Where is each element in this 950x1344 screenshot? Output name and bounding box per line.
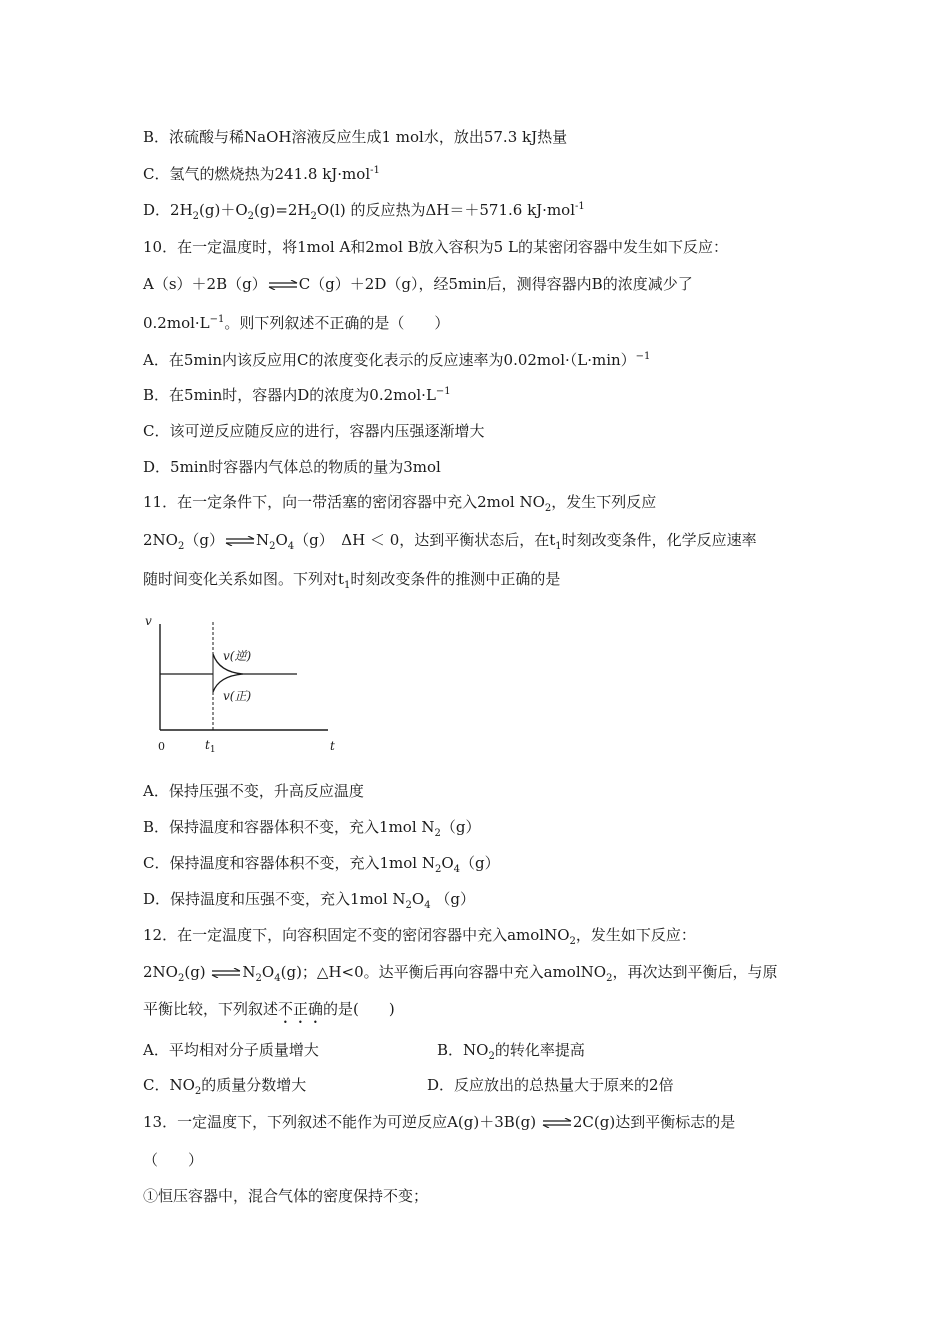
q13-stem-line1: 13．一定温度下，下列叙述不能作为可逆反应A(g)＋3B(g) 2C(g)达到平衡标志的是: [143, 1113, 736, 1131]
q10-stem-line1: 10．在一定温度时，将1mol A和2mol B放入容积为5 L的某密闭容器中发生如下反应：: [143, 238, 728, 256]
q11-option-a: A．保持压强不变，升高反应温度: [143, 782, 364, 800]
y-axis-label: v: [145, 614, 152, 628]
q11-stem-line3: 随时间变化关系如图。下列对$t_1$时刻改变条件的推测中正确的是: [143, 570, 561, 591]
equilibrium-arrow-icon: [225, 536, 255, 546]
q12-option-d: D．反应放出的总热量大于原来的2倍: [427, 1076, 674, 1094]
q11-option-c: C．保持温度和容器体积不变，充入1mol $N_2O_4(g)$: [143, 854, 500, 875]
q12-option-b: B．$NO_2$的转化率提高: [437, 1041, 585, 1062]
origin-label: 0: [158, 740, 165, 753]
q9-option-d: D．$2H_2(g)+O_2(g)=2H_2O(l)$ 的反应热为ΔH＝＋571.6 kJ·mol$^{-1}$: [143, 201, 585, 222]
equilibrium-arrow-icon: [542, 1118, 572, 1128]
q11-stem-line2: $2NO_2(g)$ $N_2O_4(g)$ ΔH ＜ 0，达到平衡状态后，在$t_1$时刻改变条件，化学反应速率: [143, 531, 757, 552]
q12-option-c: C．$NO_2$的质量分数增大: [143, 1076, 307, 1097]
q13-stem-line2: （ ）: [143, 1151, 204, 1169]
equilibrium-arrow-icon: [211, 968, 241, 978]
q11-option-b: B．保持温度和容器体积不变，充入1mol $N_2(g)$: [143, 818, 481, 839]
q12-option-a: A．平均相对分子质量增大: [143, 1041, 319, 1059]
q11-stem-line1: 11．在一定条件下，向一带活塞的密闭容器中充入2mol $NO_2$，发生下列反应: [143, 493, 657, 514]
forward-rate-label: v(正): [223, 689, 252, 703]
q12-stem-line1: 12．在一定温度下，向容积固定不变的密闭容器中充入amolNO$_2$，发生如下反应：: [143, 926, 696, 947]
t1-label: $t_1$: [205, 738, 216, 755]
equilibrium-arrow-icon: [268, 280, 298, 290]
q11-option-d: D．保持温度和压强不变，充入1mol $N_2O_4$ （g）: [143, 890, 475, 911]
q10-option-b: B．在5min时，容器内D的浓度为$0.2mol\cdot L^{-1}$: [143, 386, 451, 404]
q9-option-b: B．浓硫酸与稀NaOH溶液反应生成1 mol水，放出57.3 kJ热量: [143, 128, 568, 146]
rate-time-graph: [143, 612, 343, 757]
q10-stem-line2: A（s）＋2B（g） C（g）＋2D（g），经5min后，测得容器内B的浓度减少了: [143, 275, 693, 293]
q13-item-1: ①恒压容器中，混合气体的密度保持不变；: [143, 1187, 429, 1205]
q12-stem-line3: 平衡比较，下列叙述不正确的是( ): [143, 1000, 395, 1018]
q10-option-a: A．在5min内该反应用C的浓度变化表示的反应速率为$0.02mol\cdot(L\cdot\min)^{-1}$: [143, 351, 651, 369]
x-axis-label: t: [330, 739, 335, 753]
q10-stem-line3: $0.2mol\cdot L^{-1}$。则下列叙述不正确的是（ ）: [143, 314, 450, 332]
q10-option-d: D．5min时容器内气体总的物质的量为3mol: [143, 458, 441, 476]
reverse-rate-label: v(逆): [223, 649, 252, 663]
q10-option-c: C．该可逆反应随反应的进行，容器内压强逐渐增大: [143, 422, 485, 440]
emphasized-text: 不正确: [278, 1000, 324, 1018]
q12-stem-line2: $2NO_2(g)$ $N_2O_4(g)$；△H<0。达平衡后再向容器中充入amolNO$_2$，再次达到平衡后，与原: [143, 963, 778, 984]
q9-option-c: C．氢气的燃烧热为241.8 kJ·mol$^{-1}$: [143, 165, 380, 183]
